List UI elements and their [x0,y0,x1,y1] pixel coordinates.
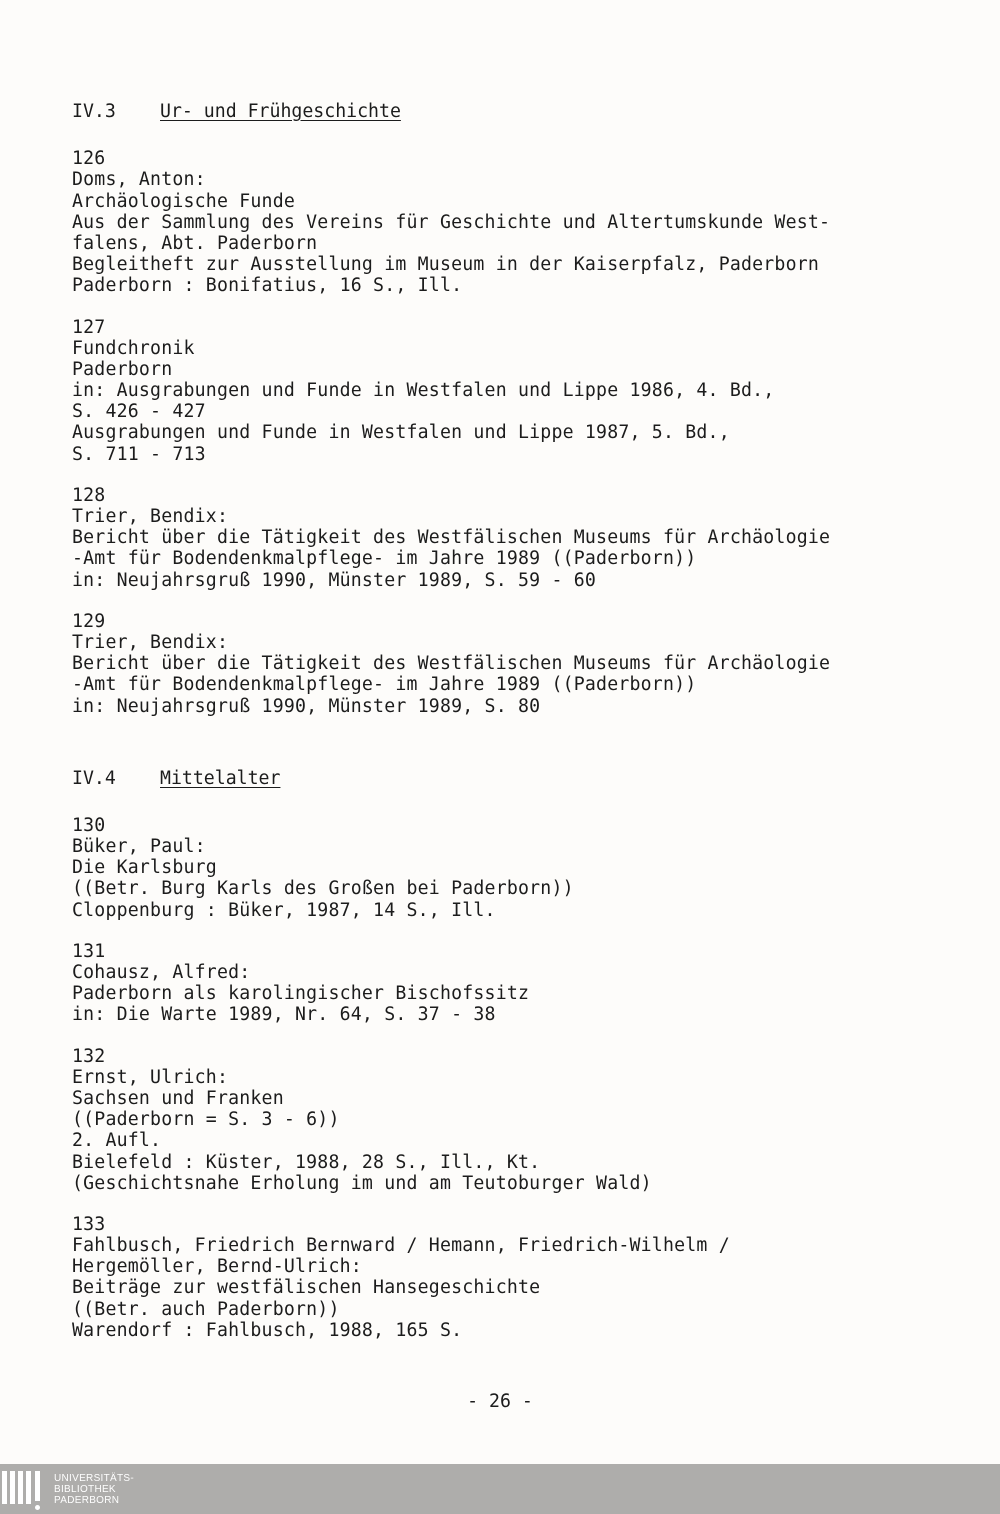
page-number: - 26 - [467,1391,533,1412]
entry-line: 2. Aufl. [72,1130,162,1152]
entry-line: Ausgrabungen und Funde in Westfalen und Lippe 1987, 5. Bd., [72,422,730,444]
entry-line: (Geschichtsnahe Erholung im und am Teutoburger Wald) [72,1172,652,1194]
library-footer [0,1464,1000,1514]
entry-author: Trier, Bendix: [72,506,229,527]
entry-129 [72,611,952,717]
entry-line: S. 426 - 427 [72,401,206,423]
entry-number: 133 [72,1213,106,1235]
entry-128 [72,485,952,591]
entry-title: Sachsen und Franken [72,1087,284,1109]
entry-line: Bielefeld : Küster, 1988, 28 S., Ill., Kt. [72,1151,541,1173]
entry-line: ((Betr. Burg Karls des Großen bei Paderborn)) [72,878,574,900]
entry-line: in: Die Warte 1989, Nr. 64, S. 37 - 38 [72,1004,496,1026]
entry-number: 126 [72,148,106,170]
entry-line: Cloppenburg : Büker, 1987, 14 S., Ill. [72,899,496,921]
entry-title: Paderborn als karolingischer Bischofssitz [72,983,530,1005]
entry-line: falens, Abt. Paderborn [72,232,318,254]
entry-title: Archäologische Funde [72,190,295,212]
entry-author: Büker, Paul: [72,836,206,858]
entry-line: in: Neujahrsgruß 1990, Münster 1989, S. 80 [72,695,541,717]
section-ur-und-fruehgeschichte [72,101,952,717]
entry-line: in: Neujahrsgruß 1990, Münster 1989, S. 59 - 60 [72,569,597,591]
entry-number: 128 [72,484,106,506]
entry-number: 129 [72,610,106,632]
page-content [72,101,952,1361]
entry-line: -Amt für Bodendenkmalpflege- im Jahre 1989 ((Paderborn)) [72,674,697,696]
entry-line: Paderborn [72,358,173,380]
section-mittelalter [72,768,952,1341]
logo-line: PADERBORN [54,1494,120,1506]
entry-title: Bericht über die Tätigkeit des Westfälischen Museums für Archäologie [72,653,831,675]
entry-126 [72,148,952,296]
entry-line: ((Betr. auch Paderborn)) [72,1298,340,1320]
entry-line: Paderborn : Bonifatius, 16 S., Ill. [72,275,463,297]
section-number: IV.3 [72,101,116,122]
entry-author: Fahlbusch, Friedrich Bernward / Hemann, Friedrich-Wilhelm / [72,1235,730,1257]
section-title: Ur- und Frühgeschichte [160,101,401,122]
entry-133 [72,1214,952,1341]
library-logo-icon [0,1464,48,1514]
entry-title: Bericht über die Tätigkeit des Westfälischen Museums für Archäologie [72,527,831,549]
entry-130 [72,815,952,921]
logo-line: UNIVERSITÄTS- [54,1472,135,1484]
entry-title: Beiträge zur westfälischen Hansegeschichte [72,1277,541,1299]
entry-number: 132 [72,1045,106,1067]
entry-title: Fundchronik [72,337,195,359]
entry-author: Hergemöller, Bernd-Ulrich: [72,1256,362,1278]
entry-author: Doms, Anton: [72,169,206,191]
entry-number: 127 [72,316,106,338]
section-heading [72,101,952,122]
entry-line: Begleitheft zur Ausstellung im Museum in der Kaiserpfalz, Paderborn [72,254,820,276]
entry-127 [72,317,952,465]
logo-line: BIBLIOTHEK [54,1483,116,1495]
library-logo-text [54,1473,134,1506]
entry-number: 131 [72,940,106,962]
entry-author: Trier, Bendix: [72,631,229,653]
entry-author: Ernst, Ulrich: [72,1066,229,1088]
section-title: Mittelalter [160,767,281,789]
entry-131 [72,941,952,1026]
entry-line: ((Paderborn = S. 3 - 6)) [72,1109,340,1131]
entry-number: 130 [72,814,106,836]
entry-title: Die Karlsburg [72,857,217,879]
entry-author: Cohausz, Alfred: [72,962,251,983]
section-number: IV.4 [72,767,116,789]
entry-line: S. 711 - 713 [72,443,206,465]
section-heading [72,768,952,789]
entry-line: Warendorf : Fahlbusch, 1988, 165 S. [72,1319,463,1341]
library-logo [0,1464,134,1514]
entry-line: -Amt für Bodendenkmalpflege- im Jahre 1989 ((Paderborn)) [72,548,697,570]
entry-line: in: Ausgrabungen und Funde in Westfalen und Lippe 1986, 4. Bd., [72,380,775,402]
entry-132 [72,1046,952,1194]
entry-line: Aus der Sammlung des Vereins für Geschichte und Altertumskunde West- [72,211,831,233]
